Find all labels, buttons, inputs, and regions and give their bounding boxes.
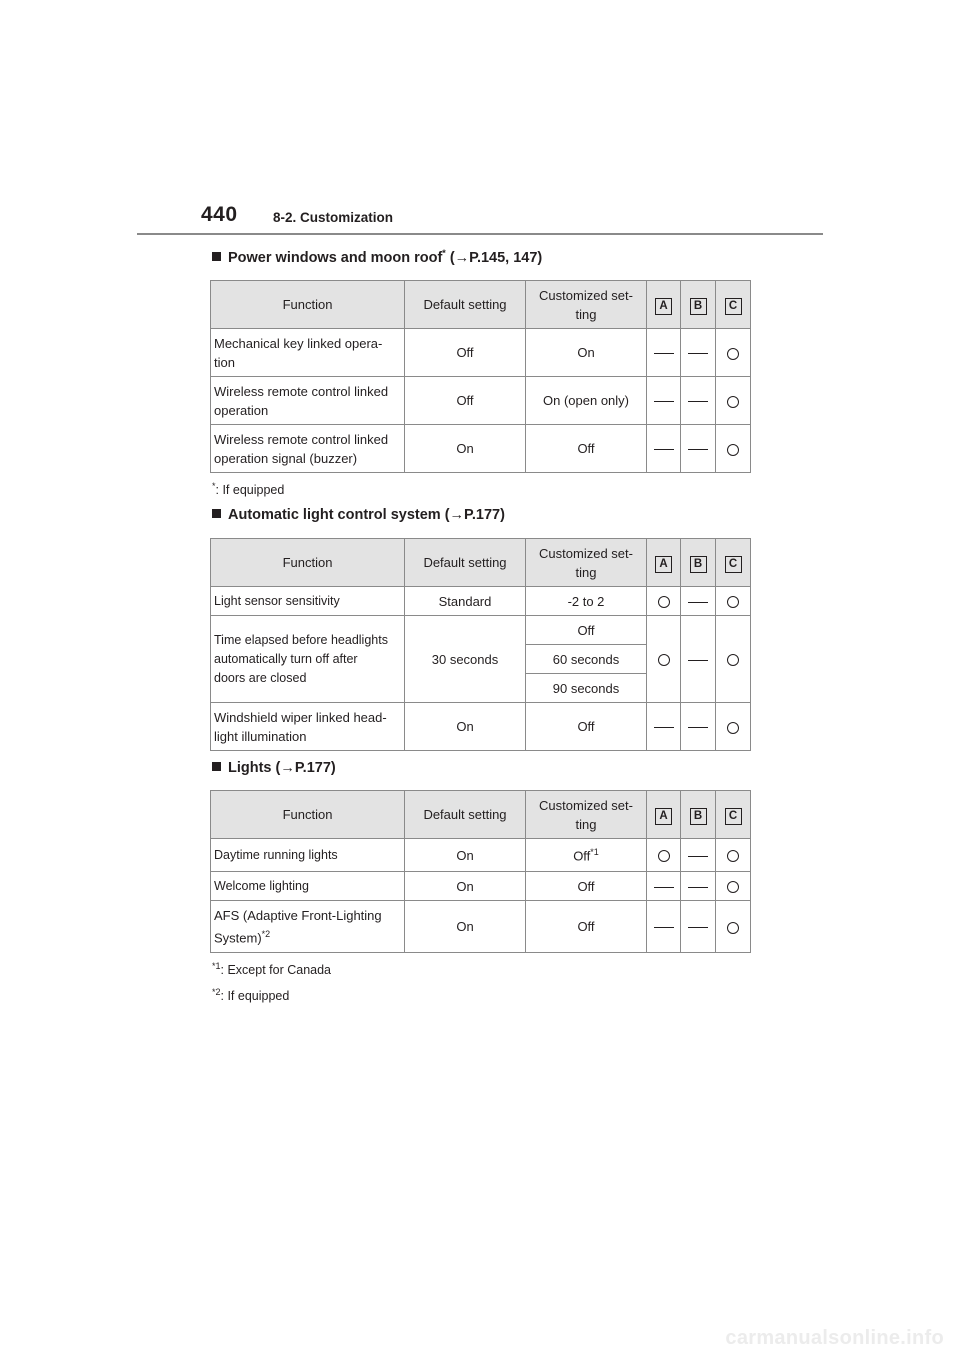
circle-icon bbox=[658, 654, 670, 666]
section-title-lights: Lights (→P.177) bbox=[212, 760, 336, 776]
col-header-function: Function bbox=[211, 281, 405, 329]
table-power-windows bbox=[210, 280, 751, 473]
dash-icon bbox=[654, 927, 674, 928]
table-row: 90 seconds bbox=[211, 674, 751, 703]
square-bullet-icon bbox=[212, 252, 221, 261]
table-row: Welcome lighting On Off bbox=[211, 872, 751, 901]
section-title-auto-light: Automatic light control system (→P.177) bbox=[212, 507, 505, 523]
page-number: 440 bbox=[201, 203, 238, 226]
circle-icon bbox=[727, 348, 739, 360]
dash-icon bbox=[654, 401, 674, 402]
square-bullet-icon bbox=[212, 762, 221, 771]
footnote: *: If equipped bbox=[212, 481, 285, 498]
circle-icon bbox=[727, 596, 739, 608]
watermark: carmanualsonline.info bbox=[725, 1327, 944, 1349]
table-row: Windshield wiper linked head- light illumination On Off bbox=[211, 703, 751, 751]
table-header-row bbox=[211, 281, 751, 329]
table-row: Wireless remote control linked operation signal (buzzer) On Off bbox=[211, 425, 751, 473]
table-header-row bbox=[211, 791, 751, 839]
circle-icon bbox=[727, 654, 739, 666]
col-header-b: B bbox=[690, 808, 707, 825]
table-header-row bbox=[211, 539, 751, 587]
chapter-title: 8-2. Customization bbox=[273, 210, 394, 225]
col-header-default: Default setting bbox=[405, 281, 526, 329]
col-header-a: A bbox=[655, 808, 672, 825]
dash-icon bbox=[688, 887, 708, 888]
dash-icon bbox=[688, 353, 708, 354]
col-header-a: A bbox=[655, 298, 672, 315]
dash-icon bbox=[654, 449, 674, 450]
col-header-c: C bbox=[725, 298, 742, 315]
col-header-customized: Customized set- ting bbox=[526, 791, 647, 839]
dash-icon bbox=[688, 660, 708, 661]
dash-icon bbox=[688, 401, 708, 402]
table-row: 60 seconds bbox=[211, 645, 751, 674]
circle-icon bbox=[727, 922, 739, 934]
footnote: $^{*2}$: If equipped bbox=[212, 987, 290, 1004]
table-row: Light sensor sensitivity Standard -2 to 2 bbox=[211, 587, 751, 616]
col-header-c: C bbox=[725, 556, 742, 573]
dash-icon bbox=[688, 449, 708, 450]
col-header-c: C bbox=[725, 808, 742, 825]
table-row: AFS (Adaptive Front-Lighting System)$^{*2}$ On Off bbox=[211, 901, 751, 953]
col-header-customized: Customized set- ting bbox=[526, 281, 647, 329]
footnote: $^{*1}$: Except for Canada bbox=[212, 961, 331, 978]
col-header-default: Default setting bbox=[405, 791, 526, 839]
table-row: Time elapsed before headlights automatically turn off after doors are closed 30 seconds Off bbox=[211, 616, 751, 645]
circle-icon bbox=[727, 396, 739, 408]
table-row: Daytime running lights On Off$^{*1}$ bbox=[211, 839, 751, 872]
circle-icon bbox=[727, 850, 739, 862]
circle-icon bbox=[727, 881, 739, 893]
col-header-function: Function bbox=[211, 539, 405, 587]
col-header-default: Default setting bbox=[405, 539, 526, 587]
col-header-a: A bbox=[655, 556, 672, 573]
dash-icon bbox=[688, 727, 708, 728]
dash-icon bbox=[688, 602, 708, 603]
square-bullet-icon bbox=[212, 509, 221, 518]
col-header-b: B bbox=[690, 556, 707, 573]
header-rule bbox=[137, 233, 823, 235]
col-header-customized: Customized set- ting bbox=[526, 539, 647, 587]
dash-icon bbox=[654, 353, 674, 354]
col-header-function: Function bbox=[211, 791, 405, 839]
table-auto-light bbox=[210, 538, 751, 751]
circle-icon bbox=[658, 596, 670, 608]
circle-icon bbox=[658, 850, 670, 862]
table-lights bbox=[210, 790, 751, 953]
col-header-b: B bbox=[690, 298, 707, 315]
dash-icon bbox=[688, 927, 708, 928]
table-row: Mechanical key linked opera- tion Off On bbox=[211, 329, 751, 377]
dash-icon bbox=[654, 887, 674, 888]
circle-icon bbox=[727, 722, 739, 734]
section-title-power-windows: Power windows and moon roof* (→P.145, 147) bbox=[212, 248, 542, 266]
dash-icon bbox=[654, 727, 674, 728]
dash-icon bbox=[688, 856, 708, 857]
circle-icon bbox=[727, 444, 739, 456]
table-row: Wireless remote control linked operation Off On (open only) bbox=[211, 377, 751, 425]
